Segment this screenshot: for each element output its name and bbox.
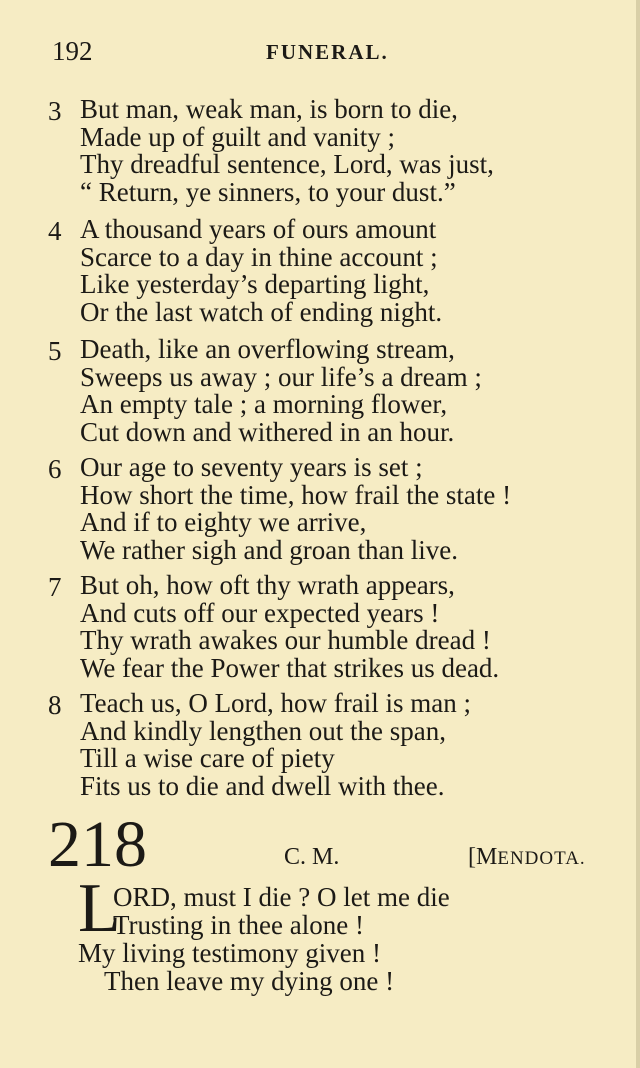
page-number: 192: [52, 36, 93, 66]
hymn-line-3: My living testimony given !: [78, 938, 381, 968]
verse-line: And kindly lengthen out the span,: [80, 715, 446, 746]
verse-line: But oh, how oft thy wrath appears,: [80, 570, 455, 600]
verse-line: An empty tale ; a morning flower,: [80, 389, 448, 419]
stanza-number: 6: [48, 454, 62, 484]
verse-line: And if to eighty we arrive,: [80, 507, 367, 537]
hymn-heading: [48, 808, 618, 882]
tune-name: [468, 844, 586, 871]
verse-line: Our age to seventy years is set ;: [80, 452, 423, 482]
verse-line: But man, weak man, is born to die,: [80, 94, 458, 124]
verse-line: Made up of guilt and vanity ;: [80, 121, 395, 152]
stanza-number: 3: [48, 96, 62, 126]
tune-initial: M: [476, 844, 498, 870]
verse-line: “ Return, ye sinners, to your dust.”: [80, 176, 456, 207]
verse-line: Cut down and withered in an hour.: [80, 416, 455, 447]
verse-line: Sweeps us away ; our life’s a dream ;: [80, 361, 482, 392]
stanza-number: 8: [48, 690, 62, 720]
hymn-meter: C. M.: [284, 844, 340, 870]
hymn-line-2: Trusting in thee alone !: [113, 910, 364, 940]
stanza-number: 5: [48, 336, 62, 366]
verse-line: Or the last watch of ending night.: [80, 296, 443, 327]
page-header: [52, 36, 600, 76]
hymn-line-1: ORD, must I die ? O let me die: [113, 882, 450, 912]
tune-bracket: [: [468, 844, 476, 870]
verse-line: Thy dreadful sentence, Lord, was just,: [80, 149, 494, 179]
hymn-number: 218: [48, 808, 147, 881]
verse-line: Till a wise care of piety: [80, 743, 335, 773]
stanza-number: 7: [48, 572, 62, 602]
hymn-line-4: Then leave my dying one !: [104, 966, 395, 996]
stanza-number: 4: [48, 216, 62, 246]
running-head: FUNERAL.: [266, 40, 389, 64]
verse-line: Teach us, O Lord, how frail is man ;: [80, 688, 472, 718]
verse-line: Fits us to die and dwell with thee.: [80, 770, 445, 801]
verse-line: And cuts off our expected years !: [80, 597, 440, 628]
verse-line: Like yesterday’s departing light,: [80, 269, 430, 299]
drop-cap: L: [78, 870, 121, 947]
verse-line: We rather sigh and groan than live.: [80, 534, 458, 565]
verse-line: Death, like an overflowing stream,: [80, 334, 455, 364]
verse-line: How short the time, how frail the state !: [80, 479, 512, 510]
verse-line: A thousand years of ours amount: [80, 214, 437, 244]
verse-line: Thy wrath awakes our humble dread !: [80, 625, 491, 655]
verse-line: Scarce to a day in thine account ;: [80, 241, 438, 272]
tune-rest: ENDOTA.: [497, 848, 586, 869]
verse-line: We fear the Power that strikes us dead.: [80, 652, 500, 683]
page-edge: [636, 0, 640, 1068]
